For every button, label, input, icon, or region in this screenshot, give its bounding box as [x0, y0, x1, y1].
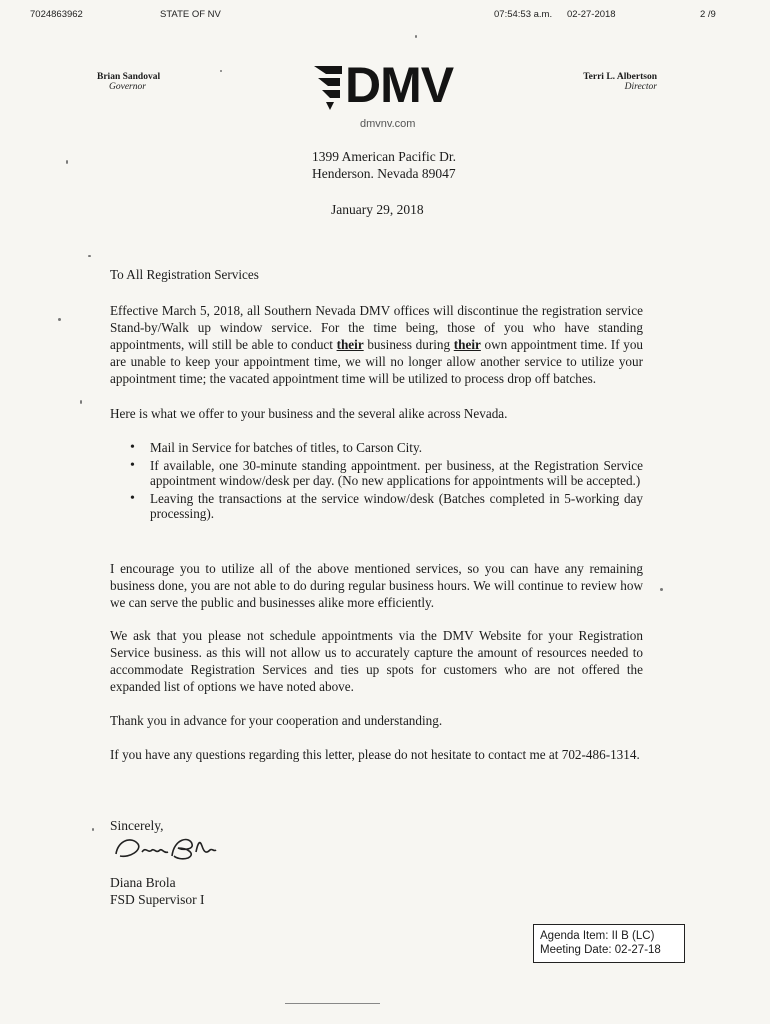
paragraph-6: If you have any questions regarding this letter, please do not hesitate to contact me at 702-486-1314.	[110, 747, 640, 762]
address-line-2: Henderson. Nevada 89047	[312, 166, 456, 181]
director-block	[575, 72, 657, 92]
scan-speck	[58, 318, 61, 321]
fax-number: 7024863962	[30, 9, 83, 20]
p1-emphasis-their-2: their	[453, 337, 481, 352]
governor-name: Brian Sandoval	[97, 72, 161, 82]
list-item: • Mail in Service for batches of titles, to Carson City.	[128, 440, 643, 456]
p1-part-b: business during	[363, 337, 454, 352]
agenda-meeting-date: Meeting Date: 02-27-18	[540, 944, 661, 956]
scan-speck	[220, 70, 222, 72]
paragraph-1	[110, 302, 643, 387]
scan-speck	[88, 255, 91, 257]
closing: Sincerely,	[110, 818, 164, 833]
services-list	[128, 440, 643, 522]
scan-speck	[66, 160, 68, 164]
signer-name: Diana Brola	[110, 875, 176, 890]
address-line-1: 1399 American Pacific Dr.	[312, 149, 456, 164]
governor-block	[97, 72, 160, 92]
fax-time: 07:54:53 a.m.	[494, 9, 553, 20]
agenda-box	[533, 924, 685, 963]
scan-speck	[92, 828, 94, 831]
director-name: Terri L. Albertson	[583, 72, 657, 82]
signer-title: FSD Supervisor I	[110, 892, 205, 907]
handwritten-signature	[112, 832, 217, 862]
scan-speck	[415, 35, 417, 38]
paragraph-5: Thank you in advance for your cooperation and understanding.	[110, 713, 443, 728]
p1-emphasis-their-1: their	[336, 337, 364, 352]
salutation: To All Registration Services	[110, 267, 259, 282]
office-address	[312, 148, 456, 182]
governor-title: Governor	[109, 82, 146, 92]
list-item: • If available, one 30-minute standing appointment. per business, at the Registration Service appointment window/desk per day. (No new applications for appointments will be accepted.)	[128, 458, 643, 489]
paragraph-4: We ask that you please not schedule appointments via the DMV Website for your Registration Service business. as this will not allow us to accurately capture the amount of resources needed to accommodate Registration Services and ties up spots for customers who are not offered the expanded list of options we have noted above.	[110, 628, 643, 694]
paragraph-2: Here is what we offer to your business and the several alike across Nevada.	[110, 406, 508, 421]
list-item: • Leaving the transactions at the service window/desk (Batches completed in 5-working day processing).	[128, 491, 643, 522]
signer-block	[110, 874, 205, 908]
agenda-item: Agenda Item: II B (LC)	[540, 930, 655, 942]
scan-line	[285, 1003, 380, 1004]
scan-speck	[80, 400, 82, 404]
letter-date: January 29, 2018	[331, 202, 424, 217]
dmv-logo-text: DMV	[345, 57, 454, 113]
website-label: dmvnv.com	[360, 118, 416, 130]
director-title: Director	[624, 82, 657, 92]
p1-part-a: Effective March 5, 2018, all Southern Nevada DMV offices will discontinue the registration service Stand-by/Walk up window service. For the time being, those of you who have standing appointments, will still be able to conduct	[110, 303, 643, 352]
fax-date: 02-27-2018	[567, 9, 616, 20]
p1-part-c: own appointment time. If you are unable to keep your appointment time, we will no longer allow another service to utilize your appointment time; the vacated appointment time will be utilized to process drop off batches.	[110, 337, 644, 386]
fax-page: 2 /9	[700, 9, 716, 20]
fax-sender: STATE OF NV	[160, 9, 221, 20]
paragraph-3: I encourage you to utilize all of the above mentioned services, so you can have any remaining business done, you are not able to do during regular business hours. We will continue to review how we can serve the public and businesses alike more efficiently.	[110, 561, 643, 610]
scan-speck	[660, 588, 663, 591]
